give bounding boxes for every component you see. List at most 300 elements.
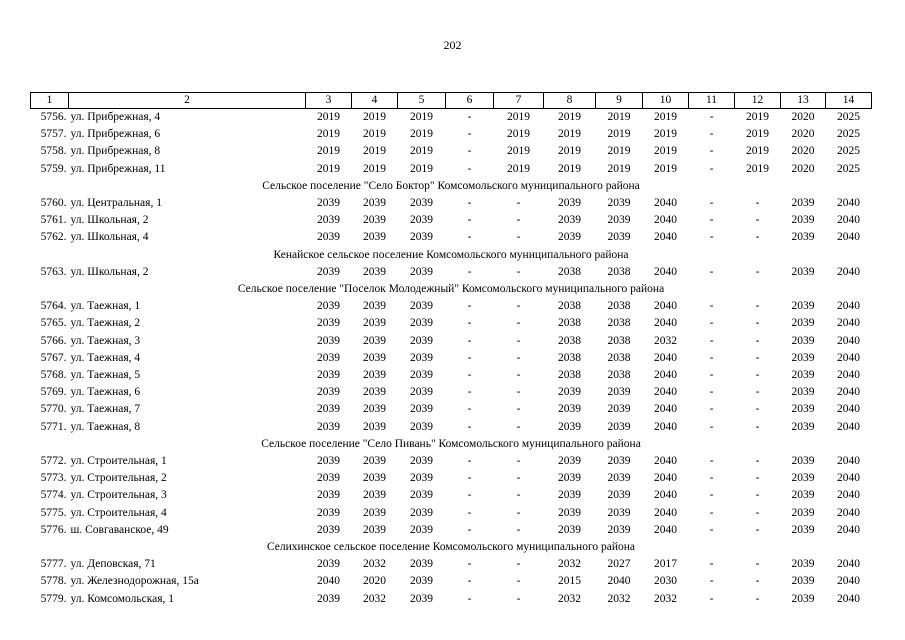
year-cell: 2040 <box>654 197 677 210</box>
year-cell: 2039 <box>410 317 433 330</box>
row-number: 5771. <box>40 420 67 433</box>
year-cell: 2040 <box>837 351 860 364</box>
year-cell: 2039 <box>607 455 631 468</box>
year-cell: 2039 <box>410 351 433 364</box>
year-cell: 2040 <box>654 265 677 278</box>
year-cell: - <box>755 334 760 347</box>
year-cell: - <box>709 489 714 502</box>
year-cell: 2019 <box>746 111 769 123</box>
year-cell: - <box>516 351 521 364</box>
year-cell: 2040 <box>837 214 860 227</box>
address-cell: ул. Комсомольская, 1 <box>70 592 175 605</box>
year-cell: - <box>709 214 714 227</box>
year-cell: 2040 <box>837 403 860 416</box>
year-cell: - <box>709 111 714 123</box>
year-cell: - <box>467 128 472 141</box>
year-cell: 2040 <box>654 403 677 416</box>
year-cell: 2019 <box>507 145 530 158</box>
year-cell: - <box>467 111 472 123</box>
year-cell: 2039 <box>410 558 433 571</box>
year-cell: 2039 <box>317 489 340 502</box>
address-cell: ул. Таежная, 3 <box>70 334 141 347</box>
year-cell: 2039 <box>791 455 815 468</box>
year-cell: - <box>516 403 521 416</box>
row-number: 5773. <box>40 472 67 485</box>
year-cell: 2039 <box>791 386 815 399</box>
year-cell: 2038 <box>558 351 581 364</box>
register-table <box>30 92 872 608</box>
column-header: 1 <box>31 93 69 109</box>
year-cell: 2040 <box>317 575 340 588</box>
address-cell: ул. Прибрежная, 11 <box>70 162 166 175</box>
year-cell: - <box>755 197 760 210</box>
table-row <box>31 126 872 143</box>
year-cell: - <box>467 472 472 485</box>
year-cell: - <box>755 523 760 536</box>
year-cell: 2025 <box>837 145 860 158</box>
table-row <box>31 315 872 332</box>
address-cell: ул. Прибрежная, 4 <box>70 111 161 123</box>
year-cell: - <box>755 455 760 468</box>
year-cell: 2019 <box>317 128 340 141</box>
year-cell: - <box>709 386 714 399</box>
year-cell: - <box>516 300 521 313</box>
header-row <box>31 93 872 109</box>
row-number: 5761. <box>40 214 67 227</box>
section-row <box>31 178 872 195</box>
table-row <box>31 143 872 160</box>
year-cell: - <box>709 162 714 175</box>
year-cell: - <box>709 455 714 468</box>
address-cell: ул. Таежная, 2 <box>70 317 141 330</box>
year-cell: 2039 <box>791 403 815 416</box>
year-cell: 2039 <box>317 386 340 399</box>
year-cell: 2019 <box>558 111 581 123</box>
year-cell: 2039 <box>791 472 815 485</box>
year-cell: 2038 <box>558 369 581 382</box>
section-title: Сельское поселение "Поселок Молодежный" Комсомольского муниципального района <box>237 283 665 296</box>
year-cell: 2039 <box>363 231 386 244</box>
year-cell: 2019 <box>654 128 677 141</box>
year-cell: 2040 <box>837 317 860 330</box>
year-cell: 2039 <box>363 300 386 313</box>
year-cell: 2019 <box>607 128 631 141</box>
year-cell: 2039 <box>317 369 340 382</box>
year-cell: - <box>709 506 714 519</box>
year-cell: 2039 <box>363 334 386 347</box>
year-cell: 2040 <box>837 231 860 244</box>
year-cell: - <box>755 472 760 485</box>
row-number: 5776. <box>40 523 67 536</box>
table-row <box>31 195 872 212</box>
year-cell: - <box>516 214 521 227</box>
table-row <box>31 522 872 539</box>
year-cell: - <box>755 351 760 364</box>
year-cell: 2039 <box>363 317 386 330</box>
table-row <box>31 212 872 229</box>
year-cell: - <box>709 265 714 278</box>
year-cell: 2019 <box>507 128 530 141</box>
table-row <box>31 591 872 608</box>
year-cell: 2039 <box>317 558 340 571</box>
year-cell: - <box>516 575 521 588</box>
year-cell: 2039 <box>607 523 631 536</box>
year-cell: 2038 <box>558 317 581 330</box>
address-cell: ул. Строительная, 2 <box>70 472 167 485</box>
year-cell: - <box>516 197 521 210</box>
year-cell: 2039 <box>363 214 386 227</box>
year-cell: - <box>755 231 760 244</box>
year-cell: 2039 <box>558 523 581 536</box>
year-cell: - <box>755 420 760 433</box>
table-row <box>31 419 872 436</box>
year-cell: - <box>755 403 760 416</box>
table-row <box>31 487 872 504</box>
year-cell: 2019 <box>363 162 386 175</box>
year-cell: 2032 <box>654 592 677 605</box>
table-row <box>31 505 872 522</box>
row-number: 5760. <box>40 197 67 210</box>
column-header: 12 <box>735 93 781 109</box>
year-cell: 2039 <box>791 369 815 382</box>
year-cell: - <box>516 317 521 330</box>
year-cell: 2040 <box>837 420 860 433</box>
year-cell: 2039 <box>791 523 815 536</box>
year-cell: 2039 <box>607 403 631 416</box>
year-cell: 2040 <box>654 489 677 502</box>
year-cell: 2039 <box>791 575 815 588</box>
year-cell: 2040 <box>837 455 860 468</box>
year-cell: 2039 <box>363 403 386 416</box>
year-cell: 2020 <box>791 162 815 175</box>
row-number: 5764. <box>40 300 67 313</box>
row-number: 5768. <box>40 369 67 382</box>
year-cell: 2039 <box>607 197 631 210</box>
year-cell: 2039 <box>791 420 815 433</box>
year-cell: 2039 <box>558 231 581 244</box>
year-cell: 2038 <box>607 369 631 382</box>
year-cell: 2039 <box>791 265 815 278</box>
year-cell: 2039 <box>791 300 815 313</box>
year-cell: 2039 <box>410 420 433 433</box>
address-cell: ул. Строительная, 4 <box>70 506 167 519</box>
year-cell: - <box>709 351 714 364</box>
table-row <box>31 109 872 127</box>
year-cell: 2039 <box>607 386 631 399</box>
year-cell: - <box>709 231 714 244</box>
year-cell: 2039 <box>558 420 581 433</box>
row-number: 5769. <box>40 386 67 399</box>
year-cell: 2039 <box>607 214 631 227</box>
year-cell: 2019 <box>607 145 631 158</box>
column-header: 5 <box>398 93 446 109</box>
year-cell: - <box>709 369 714 382</box>
year-cell: 2039 <box>317 231 340 244</box>
year-cell: 2039 <box>558 403 581 416</box>
row-number: 5766. <box>40 334 67 347</box>
row-number: 5763. <box>40 265 67 278</box>
year-cell: 2040 <box>654 420 677 433</box>
address-cell: ул. Центральная, 1 <box>70 197 162 210</box>
row-number: 5775. <box>40 506 67 519</box>
year-cell: 2027 <box>607 558 631 571</box>
year-cell: - <box>709 558 714 571</box>
year-cell: - <box>467 214 472 227</box>
year-cell: 2019 <box>410 111 433 123</box>
year-cell: 2039 <box>410 592 433 605</box>
row-number: 5757. <box>40 128 67 141</box>
address-cell: ул. Строительная, 1 <box>70 455 167 468</box>
year-cell: 2039 <box>410 386 433 399</box>
year-cell: - <box>516 558 521 571</box>
year-cell: - <box>755 575 760 588</box>
year-cell: 2040 <box>837 489 860 502</box>
year-cell: 2019 <box>746 128 769 141</box>
year-cell: - <box>516 369 521 382</box>
year-cell: 2032 <box>363 558 386 571</box>
year-cell: 2019 <box>654 145 677 158</box>
year-cell: - <box>755 369 760 382</box>
year-cell: 2039 <box>410 489 433 502</box>
year-cell: 2039 <box>317 197 340 210</box>
year-cell: - <box>709 523 714 536</box>
year-cell: 2039 <box>410 506 433 519</box>
table-row <box>31 350 872 367</box>
year-cell: 2039 <box>317 265 340 278</box>
year-cell: 2039 <box>317 455 340 468</box>
year-cell: 2032 <box>558 558 581 571</box>
year-cell: 2039 <box>791 214 815 227</box>
year-cell: 2039 <box>363 455 386 468</box>
year-cell: 2019 <box>507 111 530 123</box>
year-cell: 2019 <box>317 145 340 158</box>
year-cell: - <box>467 455 472 468</box>
year-cell: 2039 <box>363 472 386 485</box>
year-cell: - <box>755 386 760 399</box>
year-cell: 2038 <box>558 300 581 313</box>
section-row <box>31 247 872 264</box>
year-cell: 2025 <box>837 128 860 141</box>
year-cell: 2017 <box>654 558 677 571</box>
year-cell: 2039 <box>558 506 581 519</box>
year-cell: 2039 <box>363 197 386 210</box>
column-header: 2 <box>69 93 306 109</box>
year-cell: 2025 <box>837 162 860 175</box>
year-cell: - <box>709 145 714 158</box>
year-cell: 2040 <box>654 369 677 382</box>
year-cell: - <box>467 506 472 519</box>
year-cell: - <box>709 472 714 485</box>
year-cell: 2019 <box>363 111 386 123</box>
year-cell: 2039 <box>607 506 631 519</box>
section-row <box>31 436 872 453</box>
address-cell: ул. Таежная, 6 <box>70 386 141 399</box>
year-cell: - <box>709 592 714 605</box>
year-cell: 2019 <box>363 128 386 141</box>
row-number: 5770. <box>40 403 67 416</box>
address-cell: ул. Прибрежная, 8 <box>70 145 161 158</box>
year-cell: 2039 <box>607 231 631 244</box>
year-cell: 2019 <box>558 145 581 158</box>
year-cell: 2039 <box>317 420 340 433</box>
year-cell: 2039 <box>317 214 340 227</box>
year-cell: 2039 <box>558 386 581 399</box>
year-cell: 2020 <box>791 111 815 123</box>
year-cell: - <box>516 489 521 502</box>
year-cell: 2039 <box>791 558 815 571</box>
year-cell: 2039 <box>607 420 631 433</box>
year-cell: 2040 <box>837 472 860 485</box>
address-cell: ул. Таежная, 4 <box>70 351 141 364</box>
year-cell: - <box>467 386 472 399</box>
year-cell: - <box>755 592 760 605</box>
year-cell: 2040 <box>654 300 677 313</box>
year-cell: 2039 <box>363 506 386 519</box>
year-cell: 2038 <box>558 334 581 347</box>
year-cell: 2039 <box>410 575 433 588</box>
year-cell: 2039 <box>317 472 340 485</box>
year-cell: 2038 <box>558 265 581 278</box>
year-cell: 2039 <box>363 386 386 399</box>
year-cell: - <box>467 420 472 433</box>
year-cell: 2039 <box>317 523 340 536</box>
year-cell: 2039 <box>410 369 433 382</box>
year-cell: - <box>516 231 521 244</box>
row-number: 5778. <box>40 575 67 588</box>
year-cell: 2039 <box>791 317 815 330</box>
year-cell: 2019 <box>507 162 530 175</box>
year-cell: 2039 <box>410 265 433 278</box>
table-row <box>31 333 872 350</box>
year-cell: 2039 <box>363 265 386 278</box>
year-cell: 2019 <box>317 162 340 175</box>
year-cell: 2020 <box>363 575 386 588</box>
year-cell: 2039 <box>410 472 433 485</box>
year-cell: 2039 <box>317 300 340 313</box>
row-number: 5759. <box>40 162 67 175</box>
year-cell: - <box>516 334 521 347</box>
column-header: 4 <box>352 93 398 109</box>
year-cell: 2039 <box>558 197 581 210</box>
year-cell: - <box>467 489 472 502</box>
year-cell: 2039 <box>317 317 340 330</box>
section-title: Кенайское сельское поселение Комсомольского муниципального района <box>273 248 629 261</box>
year-cell: 2039 <box>791 351 815 364</box>
year-cell: 2019 <box>410 128 433 141</box>
year-cell: - <box>467 403 472 416</box>
year-cell: - <box>709 197 714 210</box>
year-cell: 2039 <box>607 472 631 485</box>
column-header: 13 <box>781 93 826 109</box>
year-cell: 2040 <box>837 558 860 571</box>
year-cell: 2019 <box>607 162 631 175</box>
year-cell: 2039 <box>363 420 386 433</box>
year-cell: - <box>755 317 760 330</box>
year-cell: - <box>755 506 760 519</box>
year-cell: 2040 <box>837 265 860 278</box>
year-cell: - <box>467 369 472 382</box>
year-cell: - <box>467 300 472 313</box>
year-cell: 2019 <box>607 111 631 123</box>
address-cell: ул. Школьная, 2 <box>70 214 149 227</box>
year-cell: - <box>467 231 472 244</box>
table-row <box>31 264 872 281</box>
column-header: 3 <box>306 93 352 109</box>
year-cell: 2039 <box>363 523 386 536</box>
column-header: 8 <box>544 93 596 109</box>
column-header: 9 <box>596 93 643 109</box>
year-cell: - <box>467 265 472 278</box>
year-cell: - <box>709 403 714 416</box>
table-row <box>31 470 872 487</box>
section-title: Сельское поселение "Село Боктор" Комсомольского муниципального района <box>262 179 640 192</box>
table-row <box>31 573 872 590</box>
year-cell: - <box>467 334 472 347</box>
address-cell: ул. Прибрежная, 6 <box>70 128 161 141</box>
year-cell: 2015 <box>558 575 581 588</box>
year-cell: - <box>709 575 714 588</box>
year-cell: 2025 <box>837 111 860 123</box>
section-title: Сельское поселение "Село Пивань" Комсомольского муниципального района <box>261 437 641 450</box>
year-cell: - <box>516 472 521 485</box>
year-cell: 2040 <box>837 197 860 210</box>
address-cell: ул. Железнодорожная, 15а <box>70 575 199 588</box>
table-row <box>31 161 872 178</box>
year-cell: - <box>755 265 760 278</box>
address-cell: ул. Школьная, 4 <box>70 231 149 244</box>
table-body <box>31 93 872 608</box>
year-cell: 2038 <box>607 265 631 278</box>
year-cell: 2019 <box>654 162 677 175</box>
row-number: 5758. <box>40 145 67 158</box>
year-cell: - <box>755 300 760 313</box>
row-number: 5765. <box>40 317 67 330</box>
column-header: 6 <box>446 93 494 109</box>
year-cell: 2039 <box>791 231 815 244</box>
year-cell: - <box>755 214 760 227</box>
year-cell: 2039 <box>317 403 340 416</box>
year-cell: 2039 <box>363 489 386 502</box>
table-row <box>31 453 872 470</box>
year-cell: 2039 <box>410 300 433 313</box>
year-cell: - <box>516 455 521 468</box>
table-row <box>31 556 872 573</box>
year-cell: 2039 <box>558 455 581 468</box>
year-cell: 2019 <box>363 145 386 158</box>
year-cell: 2040 <box>837 369 860 382</box>
year-cell: 2040 <box>837 300 860 313</box>
year-cell: 2039 <box>791 489 815 502</box>
year-cell: 2020 <box>791 128 815 141</box>
year-cell: 2040 <box>837 575 860 588</box>
column-header: 14 <box>826 93 872 109</box>
year-cell: 2039 <box>317 592 340 605</box>
address-cell: ул. Таежная, 1 <box>70 300 141 313</box>
row-number: 5767. <box>40 351 67 364</box>
year-cell: 2019 <box>410 162 433 175</box>
year-cell: 2039 <box>558 214 581 227</box>
year-cell: 2039 <box>791 334 815 347</box>
year-cell: 2039 <box>791 197 815 210</box>
year-cell: 2038 <box>607 334 631 347</box>
year-cell: 2039 <box>410 231 433 244</box>
year-cell: 2039 <box>791 506 815 519</box>
year-cell: 2040 <box>654 455 677 468</box>
row-number: 5762. <box>40 231 67 244</box>
year-cell: 2039 <box>607 489 631 502</box>
address-cell: ул. Школьная, 2 <box>70 265 149 278</box>
section-row <box>31 539 872 556</box>
